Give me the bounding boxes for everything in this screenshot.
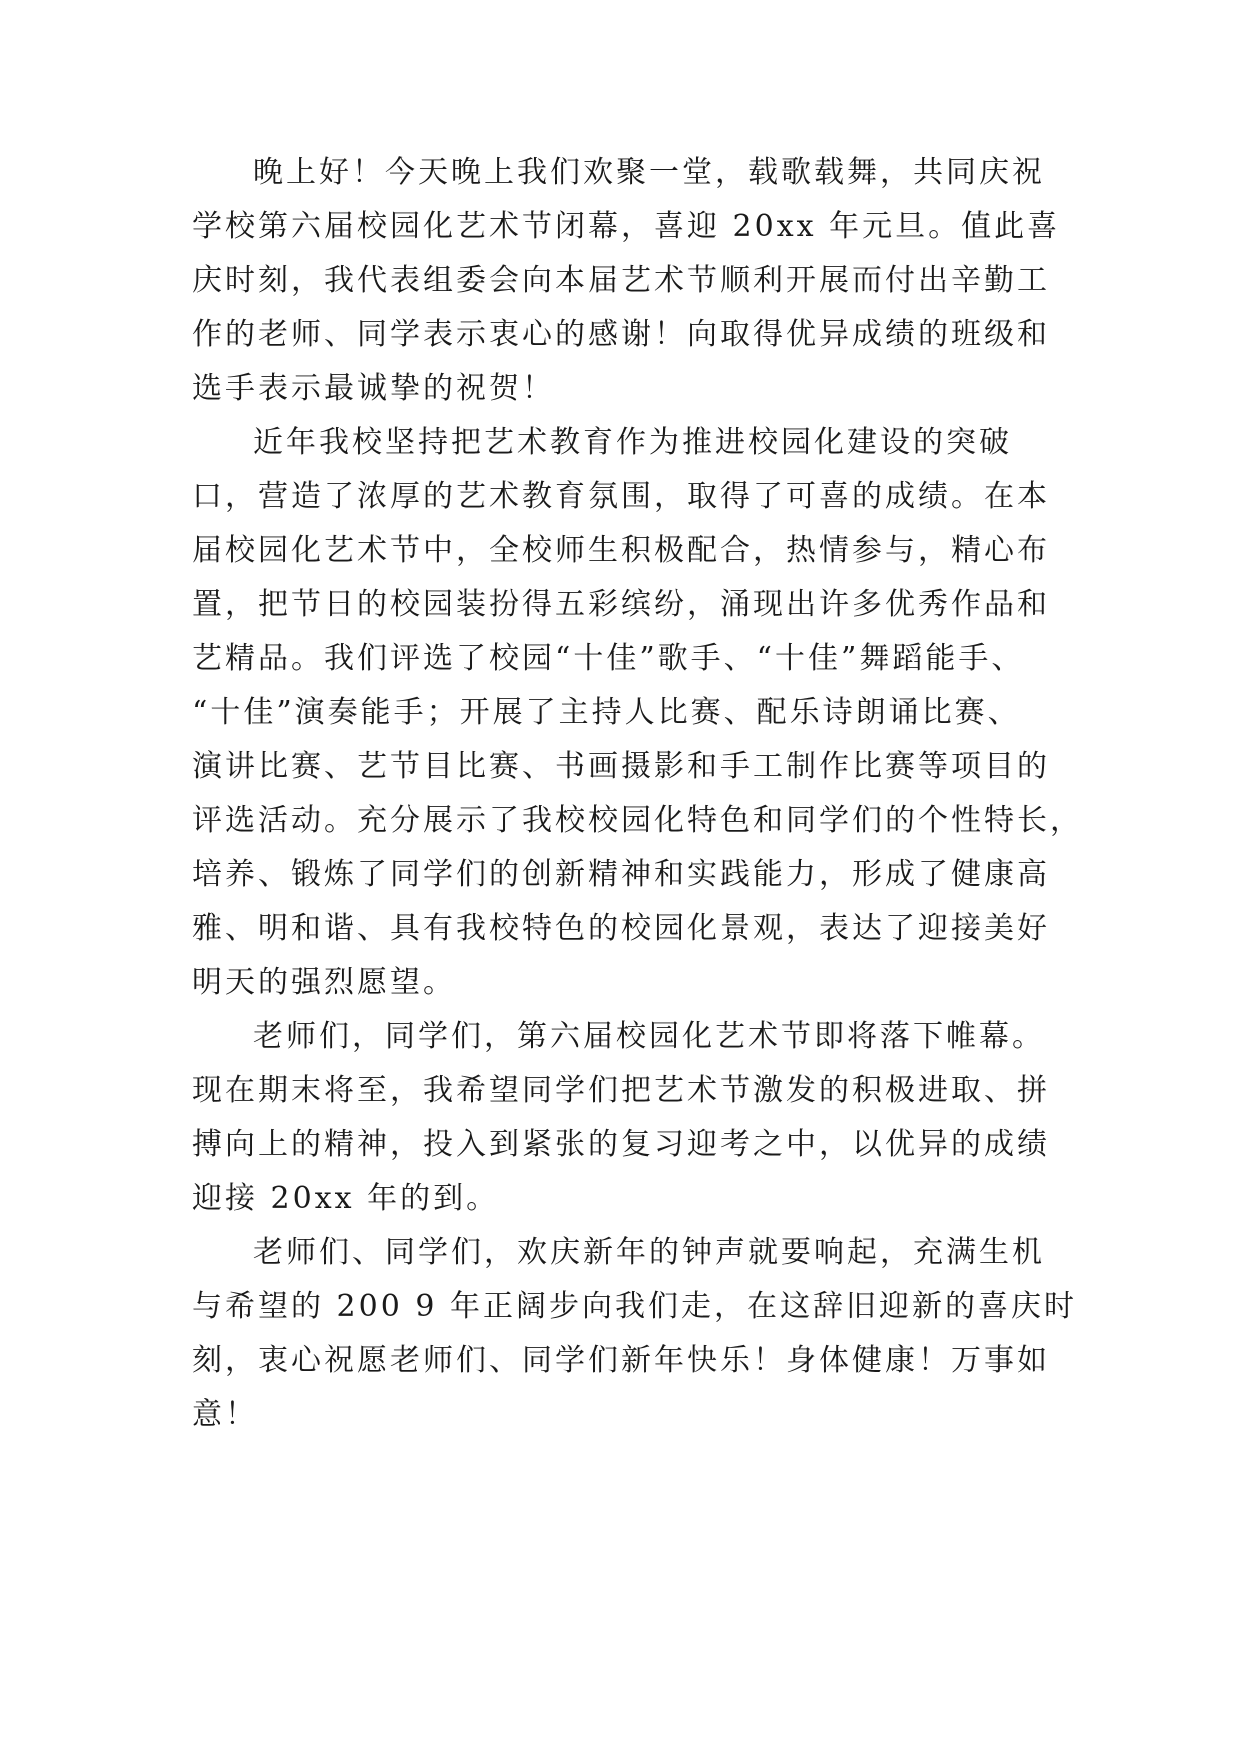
paragraph-3-line-3: 搏向上的精神，投入到紧张的复习迎考之中，以优异的成绩 (192, 1127, 1050, 1162)
paragraph-2-line-10: 雅、明和谐、具有我校特色的校园化景观，表达了迎接美好 (192, 911, 1050, 946)
paragraph-1-line-5: 选手表示最诚挚的祝贺！ (192, 371, 555, 406)
paragraph-3-line-1: 老师们，同学们，第六届校园化艺术节即将落下帷幕。 (253, 1019, 1045, 1054)
paragraph-1-line-3: 庆时刻，我代表组委会向本届艺术节顺利开展而付出辛勤工 (192, 263, 1050, 298)
paragraph-4-line-4: 意！ (192, 1397, 258, 1432)
paragraph-2-line-3: 届校园化艺术节中，全校师生积极配合，热情参与，精心布 (192, 533, 1050, 568)
paragraph-2-line-5: 艺精品。我们评选了校园“十佳”歌手、“十佳”舞蹈能手、 (192, 641, 1025, 676)
paragraph-4-line-1: 老师们、同学们，欢庆新年的钟声就要响起，充满生机 (253, 1235, 1045, 1270)
paragraph-4-line-3: 刻，衷心祝愿老师们、同学们新年快乐！身体健康！万事如 (192, 1343, 1050, 1378)
paragraph-2-line-6: “十佳”演奏能手；开展了主持人比赛、配乐诗朗诵比赛、 (192, 695, 1021, 730)
paragraph-3-line-4: 迎接 20xx 年的到。 (192, 1181, 500, 1216)
paragraph-2-line-1: 近年我校坚持把艺术教育作为推进校园化建设的突破 (253, 425, 1012, 460)
paragraph-3-line-2: 现在期末将至，我希望同学们把艺术节激发的积极进取、拼 (192, 1073, 1050, 1108)
paragraph-4-line-2: 与希望的 200 9 年正阔步向我们走，在这辞旧迎新的喜庆时 (192, 1289, 1077, 1324)
paragraph-1-line-2: 学校第六届校园化艺术节闭幕，喜迎 20xx 年元旦。值此喜 (192, 209, 1061, 244)
paragraph-1-line-1: 晚上好！今天晚上我们欢聚一堂，载歌载舞，共同庆祝 (253, 155, 1045, 190)
paragraph-2-line-11: 明天的强烈愿望。 (192, 965, 456, 1000)
paragraph-2-line-4: 置，把节日的校园装扮得五彩缤纷，涌现出许多优秀作品和 (192, 587, 1050, 622)
paragraph-1-line-4: 作的老师、同学表示衷心的感谢！向取得优异成绩的班级和 (192, 317, 1050, 352)
paragraph-2-line-2: 口，营造了浓厚的艺术教育氛围，取得了可喜的成绩。在本 (192, 479, 1050, 514)
paragraph-2-line-9: 培养、锻炼了同学们的创新精神和实践能力，形成了健康高 (192, 857, 1050, 892)
paragraph-2-line-7: 演讲比赛、艺节目比赛、书画摄影和手工制作比赛等项目的 (192, 749, 1050, 784)
paragraph-2-line-8: 评选活动。充分展示了我校校园化特色和同学们的个性特长， (192, 803, 1083, 838)
